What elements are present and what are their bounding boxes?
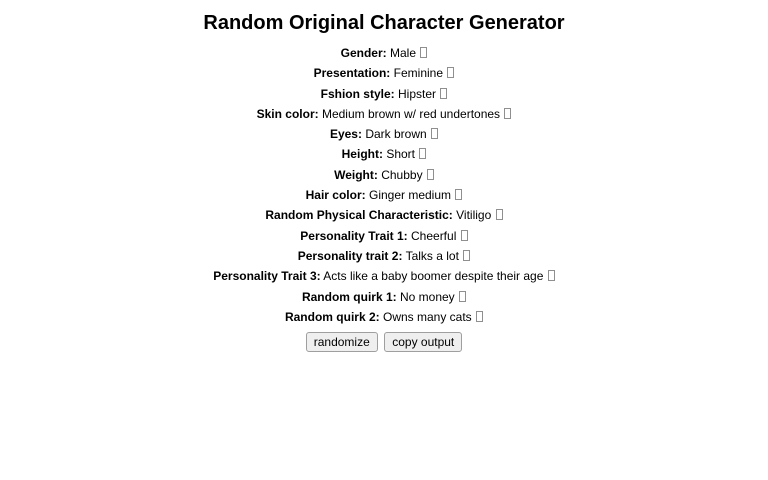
- field-label: Skin color:: [256, 106, 319, 121]
- missing-glyph-icon[interactable]: [431, 128, 438, 139]
- field-value: Short: [386, 147, 415, 162]
- field-label: Personality Trait 3:: [213, 269, 321, 284]
- field-row-random-physical-characteristic: [0, 205, 768, 225]
- missing-glyph-icon[interactable]: [496, 209, 503, 220]
- field-label: Gender:: [340, 46, 387, 60]
- field-value: Talks a lot: [405, 248, 459, 263]
- field-label: Random quirk 2:: [284, 309, 380, 324]
- missing-glyph-icon[interactable]: [463, 250, 470, 261]
- field-row-weight: [0, 165, 768, 185]
- field-value: Dark brown: [365, 127, 427, 142]
- field-value: Acts like a baby boomer despite their age: [323, 269, 544, 284]
- copy-output-button[interactable]: copy output: [384, 332, 462, 352]
- missing-glyph-icon[interactable]: [420, 47, 427, 58]
- field-row-fashion-style: [0, 84, 768, 104]
- missing-glyph-icon[interactable]: [548, 270, 555, 281]
- field-value: Cheerful: [411, 228, 457, 243]
- field-row-personality-trait-2: [0, 246, 768, 266]
- field-value: Ginger medium: [368, 188, 452, 203]
- field-label: Height:: [341, 147, 383, 162]
- randomize-button[interactable]: randomize: [306, 332, 378, 352]
- field-value: Male: [390, 46, 417, 60]
- field-row-random-quirk-2: [0, 307, 768, 327]
- missing-glyph-icon[interactable]: [461, 230, 468, 241]
- actions-row: [0, 332, 768, 352]
- field-row-eyes: [0, 124, 768, 144]
- field-value: Feminine: [393, 66, 444, 81]
- field-value: No money: [399, 289, 455, 304]
- field-label: Personality trait 2:: [297, 248, 403, 263]
- missing-glyph-icon[interactable]: [440, 88, 447, 99]
- field-label: Weight:: [334, 167, 378, 182]
- field-label: Eyes:: [329, 127, 362, 142]
- field-value: Vitiligo: [456, 208, 492, 223]
- field-label: Personality Trait 1:: [300, 228, 408, 243]
- field-row-height: [0, 144, 768, 164]
- field-value: Medium brown w/ red undertones: [321, 106, 501, 121]
- field-row-random-quirk-1: [0, 287, 768, 307]
- field-row-personality-trait-1: [0, 226, 768, 246]
- fields-list: [0, 43, 768, 327]
- missing-glyph-icon[interactable]: [455, 189, 462, 200]
- field-label: Presentation:: [313, 66, 391, 81]
- field-row-gender: [0, 43, 768, 63]
- field-value: Hipster: [398, 86, 437, 101]
- missing-glyph-icon[interactable]: [419, 148, 426, 159]
- field-label: Random quirk 1:: [301, 289, 397, 304]
- missing-glyph-icon[interactable]: [504, 108, 511, 119]
- field-label: Hair color:: [305, 188, 366, 203]
- field-label: Fshion style:: [320, 86, 395, 101]
- field-label: Random Physical Characteristic:: [265, 208, 453, 223]
- field-row-presentation: [0, 63, 768, 83]
- missing-glyph-icon[interactable]: [427, 169, 434, 180]
- field-row-personality-trait-3: [0, 266, 768, 286]
- field-row-skin-color: [0, 104, 768, 124]
- page-title: Random Original Character Generator: [203, 12, 565, 34]
- missing-glyph-icon[interactable]: [447, 67, 454, 78]
- missing-glyph-icon[interactable]: [476, 311, 483, 322]
- field-row-hair-color: [0, 185, 768, 205]
- missing-glyph-icon[interactable]: [459, 291, 466, 302]
- field-value: Owns many cats: [382, 309, 472, 324]
- field-value: Chubby: [381, 167, 423, 182]
